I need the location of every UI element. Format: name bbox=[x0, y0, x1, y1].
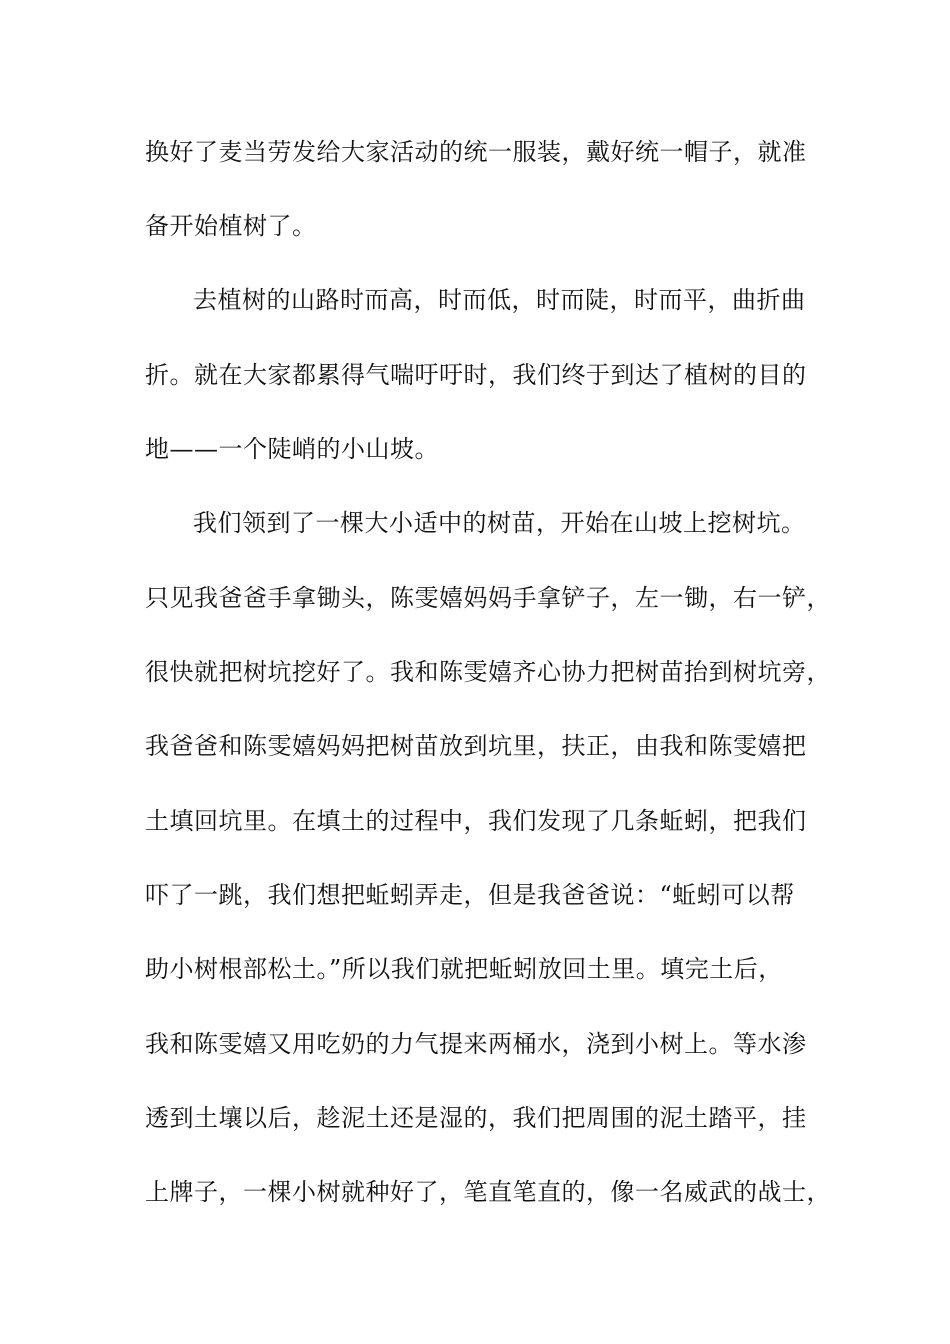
text-line-9: 我爸爸和陈雯嬉妈妈把树苗放到坑里，扶正，由我和陈雯嬉把 bbox=[145, 732, 807, 760]
text-line-1: 换好了麦当劳发给大家活动的统一服装，戴好统一帽子，就准 bbox=[145, 138, 807, 166]
text-line-15: 上牌子，一棵小树就种好了，笔直笔直的，像一名威武的战士， bbox=[145, 1178, 831, 1206]
text-line-8: 很快就把树坑挖好了。我和陈雯嬉齐心协力把树苗抬到树坑旁， bbox=[145, 658, 831, 686]
text-line-7: 只见我爸爸手拿锄头，陈雯嬉妈妈手拿铲子，左一锄，右一铲， bbox=[145, 584, 831, 612]
text-line-4: 折。就在大家都累得气喘吁吁时，我们终于到达了植树的目的 bbox=[145, 361, 807, 389]
text-line-12: 助小树根部松土。”所以我们就把蚯蚓放回土里。填完土后， bbox=[145, 955, 783, 983]
text-line-11: 吓了一跳，我们想把蚯蚓弄走，但是我爸爸说：“蚯蚓可以帮 bbox=[145, 881, 795, 909]
text-line-13: 我和陈雯嬉又用吃奶的力气提来两桶水，浇到小树上。等水渗 bbox=[145, 1030, 807, 1058]
text-line-10: 土填回坑里。在填土的过程中，我们发现了几条蚯蚓，把我们 bbox=[145, 807, 807, 835]
paragraph-start-line-3: 去植树的山路时而高，时而低，时而陡，时而平，曲折曲 bbox=[193, 286, 806, 314]
text-line-2: 备开始植树了。 bbox=[145, 212, 317, 240]
paragraph-start-line-6: 我们领到了一棵大小适中的树苗，开始在山坡上挖树坑。 bbox=[193, 509, 806, 537]
text-line-14: 透到土壤以后，趁泥土还是湿的，我们把周围的泥土踏平，挂 bbox=[145, 1104, 807, 1132]
text-line-5: 地——一个陡峭的小山坡。 bbox=[145, 435, 439, 463]
